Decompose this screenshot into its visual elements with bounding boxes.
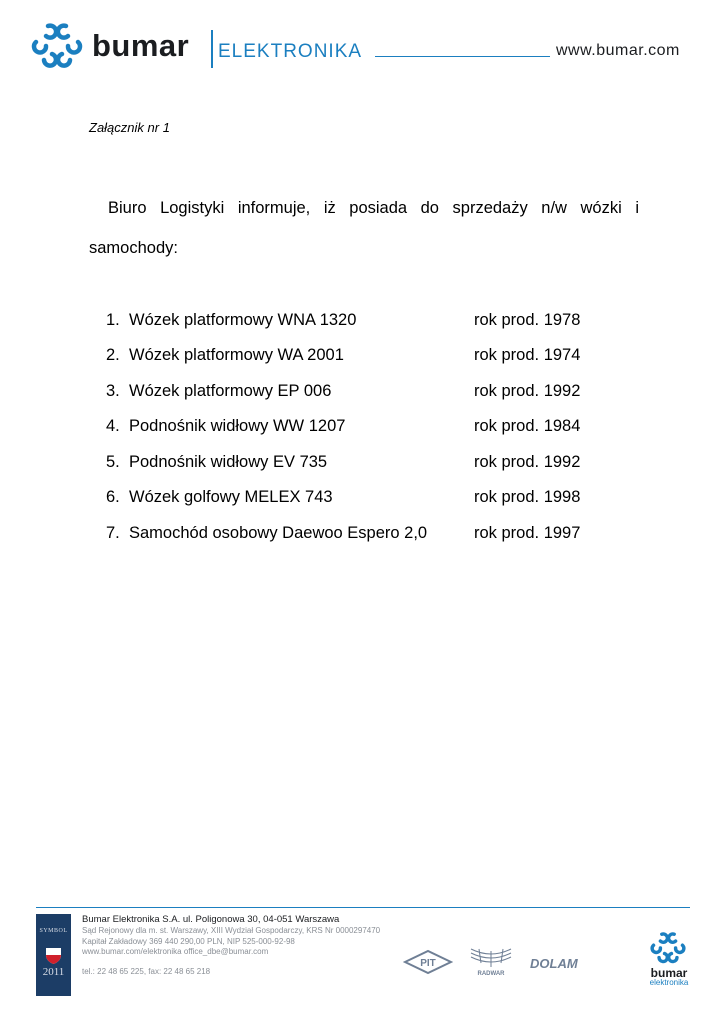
item-name: Wózek platformowy WNA 1320 [129,311,357,329]
footer-capital: Kapitał Zakładowy 369 440 290,00 PLN, NIP 525-000-92-98 [82,937,295,946]
item-year: rok prod. 1978 [474,311,581,329]
item-year: rok prod. 1974 [474,346,581,364]
item-year: rok prod. 1998 [474,488,581,506]
footer-court: Sąd Rejonowy dla m. st. Warszawy, XIII Wydział Gospodarczy, KRS Nr 0000297470 [82,926,381,935]
item-name: Podnośnik widłowy WW 1207 [129,417,346,435]
footer-phone: tel.: 22 48 65 225, fax: 22 48 65 218 [82,967,211,976]
radwar-logo-icon [467,945,515,977]
dolam-logo-text: DOLAM [530,956,578,971]
badge-year: 2011 [42,966,65,978]
header-division: elektronika [218,33,363,63]
intro-paragraph: Biuro Logistyki informuje, iż posiada do sprzedaży n/w wózki i samochody: [89,199,639,257]
header-separator [211,30,213,68]
header-website-link[interactable]: www.bumar.com [556,42,680,59]
item-name: Podnośnik widłowy EV 735 [129,453,328,471]
item-name: Wózek golfowy MELEX 743 [129,488,333,506]
item-name: Wózek platformowy EP 006 [129,382,332,400]
badge-symbol-text: SYMBOL [39,928,68,934]
footer-rule [36,907,690,908]
item-number: 1. [106,311,120,329]
item-name: Samochód osobowy Daewoo Espero 2,0 [129,524,428,542]
item-number: 3. [106,382,120,400]
footer-logo-division: elektronika [649,978,689,987]
item-number: 6. [106,488,120,506]
item-number: 7. [106,524,120,542]
item-number: 2. [106,346,120,364]
header-rule [375,56,550,57]
footer-company: Bumar Elektronika S.A. ul. Poligonowa 30, 04-051 Warszawa [82,914,340,925]
item-year: rok prod. 1992 [474,453,581,471]
dolam-logo-icon [528,953,600,973]
item-number: 4. [106,417,120,435]
item-year: rok prod. 1992 [474,382,581,400]
header-brand: bumar [92,28,190,63]
bumar-logo-icon [28,20,86,72]
footer-logo-brand: bumar [650,966,688,980]
item-year: rok prod. 1984 [474,417,581,435]
radwar-logo-text: RADWAR [477,971,505,977]
pit-logo-text: PIT [420,958,436,969]
item-year: rok prod. 1997 [474,524,581,542]
item-number: 5. [106,453,120,471]
pit-logo-icon [403,949,453,975]
footer-web-email[interactable]: www.bumar.com/elektronika office_dbe@bumar.com [82,947,269,956]
annex-label: Załącznik nr 1 [89,120,170,135]
symbol-badge [36,914,71,996]
bumar-footer-logo-icon [648,930,688,966]
shield-icon [46,948,61,964]
item-name: Wózek platformowy WA 2001 [129,346,344,364]
